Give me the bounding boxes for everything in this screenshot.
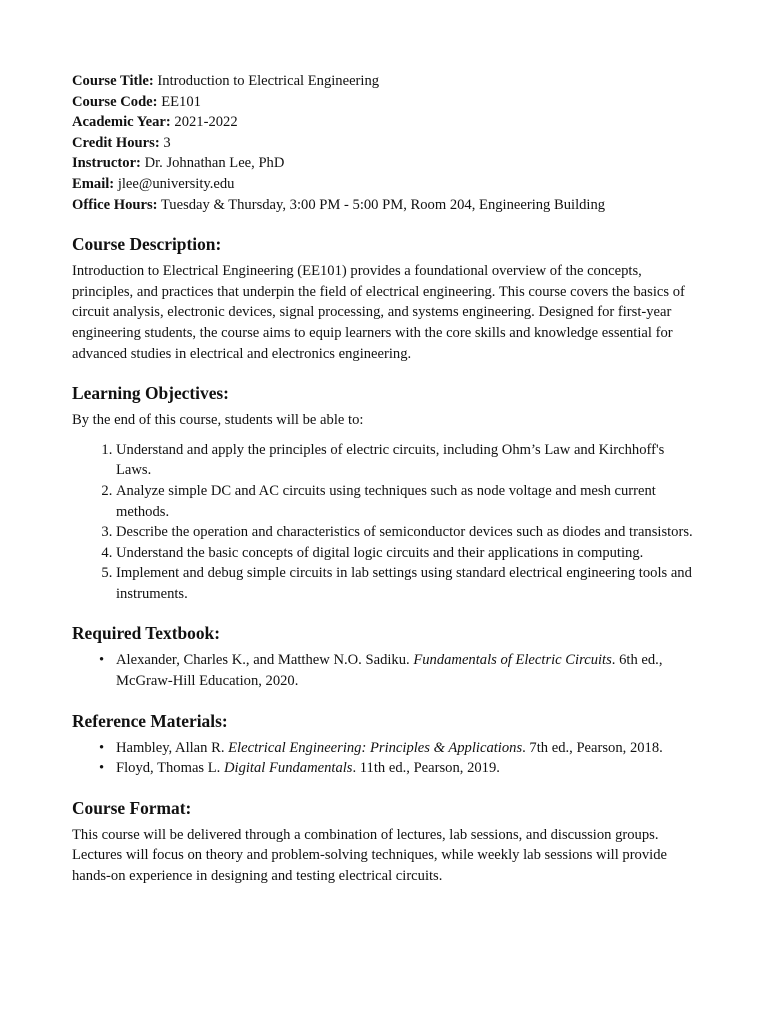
email-value: jlee@university.edu [117,175,235,192]
reference-materials-list [72,738,696,779]
reference-authors: Floyd, Thomas L. [116,760,224,777]
course-code-line [72,92,696,113]
office-hours-line [72,195,696,216]
course-title-line [72,71,696,92]
textbook-publication: . 6th ed., McGraw-Hill Education, 2020. [116,652,663,690]
reference-title: Digital Fundamentals [223,760,353,777]
learning-objectives-section [72,382,696,604]
reference-materials-section [72,710,696,779]
email-line [72,174,696,195]
course-format-text: This course will be delivered through a combination of lectures, lab sessions, and discussion groups. Lectures will focus on theory and problem-solving techniques, while weekly lab sessions will provide hands-on experience in designing and testing electrical circuits. [72,826,667,885]
course-format-section [72,797,696,887]
reference-publication: . 7th ed., Pearson, 2018. [522,739,663,756]
reference-title: Electrical Engineering: Principles & Applications [228,739,523,756]
required-textbook-section [72,622,696,691]
course-code-label: Course Code: [72,93,158,110]
academic-year-label: Academic Year: [72,114,171,131]
credit-hours-label: Credit Hours: [72,134,160,151]
objective-item: 4. Understand the basic concepts of digital logic circuits and their applications in computing. [116,543,696,564]
textbook-authors: Alexander, Charles K., and Matthew N.O. Sadiku. [116,652,414,669]
objective-item: 1. Understand and apply the principles of electric circuits, including Ohm’s Law and Kirchhoff's Laws. [116,440,696,481]
course-code-value: EE101 [161,93,201,110]
reference-materials-heading: Reference Materials: [72,710,228,731]
course-title-label: Course Title: [72,73,154,89]
reference-publication: . 11th ed., Pearson, 2019. [352,760,500,777]
objective-item: 2. Analyze simple DC and AC circuits using techniques such as node voltage and mesh current methods. [116,481,696,522]
instructor-line [72,153,696,174]
learning-objectives-heading: Learning Objectives: [72,383,229,404]
course-description-text: Introduction to Electrical Engineering (EE101) provides a foundational overview of the concepts, principles, and practices that underpin the field of electrical engineering. This course covers the basics of circuit analysis, electronic devices, signal processing, and systems engineering. Designed for first-year engineering students, the course aims to equip learners with the core skills and knowledge essential for advanced studies in electrical and electronics engineering. [72,263,685,362]
instructor-label: Instructor: [72,155,141,172]
credit-hours-line [72,133,696,154]
course-format-heading: Course Format: [72,797,192,818]
academic-year-line [72,112,696,133]
course-description-heading: Course Description: [72,234,222,255]
academic-year-value: 2021-2022 [174,114,238,131]
reference-item [116,758,696,779]
objective-item: 5. Implement and debug simple circuits in lab settings using standard electrical engineering tools and instruments. [116,563,696,604]
reference-item [116,738,696,759]
reference-authors: Hambley, Allan R. [116,739,229,756]
textbook-item [116,650,696,691]
required-textbook-list [72,650,696,691]
instructor-value: Dr. Johnathan Lee, PhD [144,155,285,172]
credit-hours-value: 3 [163,134,171,151]
learning-objectives-list [72,440,696,605]
course-title-value: Introduction to Electrical Engineering [157,73,380,89]
learning-objectives-intro: By the end of this course, students will be able to: [72,412,364,429]
course-info-block [72,71,696,215]
course-description-section [72,233,696,364]
email-label: Email: [72,175,115,192]
objective-item: 3. Describe the operation and characteristics of semiconductor devices such as diodes and transistors. [116,522,696,543]
required-textbook-heading: Required Textbook: [72,623,221,644]
textbook-title: Fundamentals of Electric Circuits [413,652,612,669]
office-hours-label: Office Hours: [72,196,158,213]
office-hours-value: Tuesday & Thursday, 3:00 PM - 5:00 PM, Room 204, Engineering Building [160,196,606,213]
